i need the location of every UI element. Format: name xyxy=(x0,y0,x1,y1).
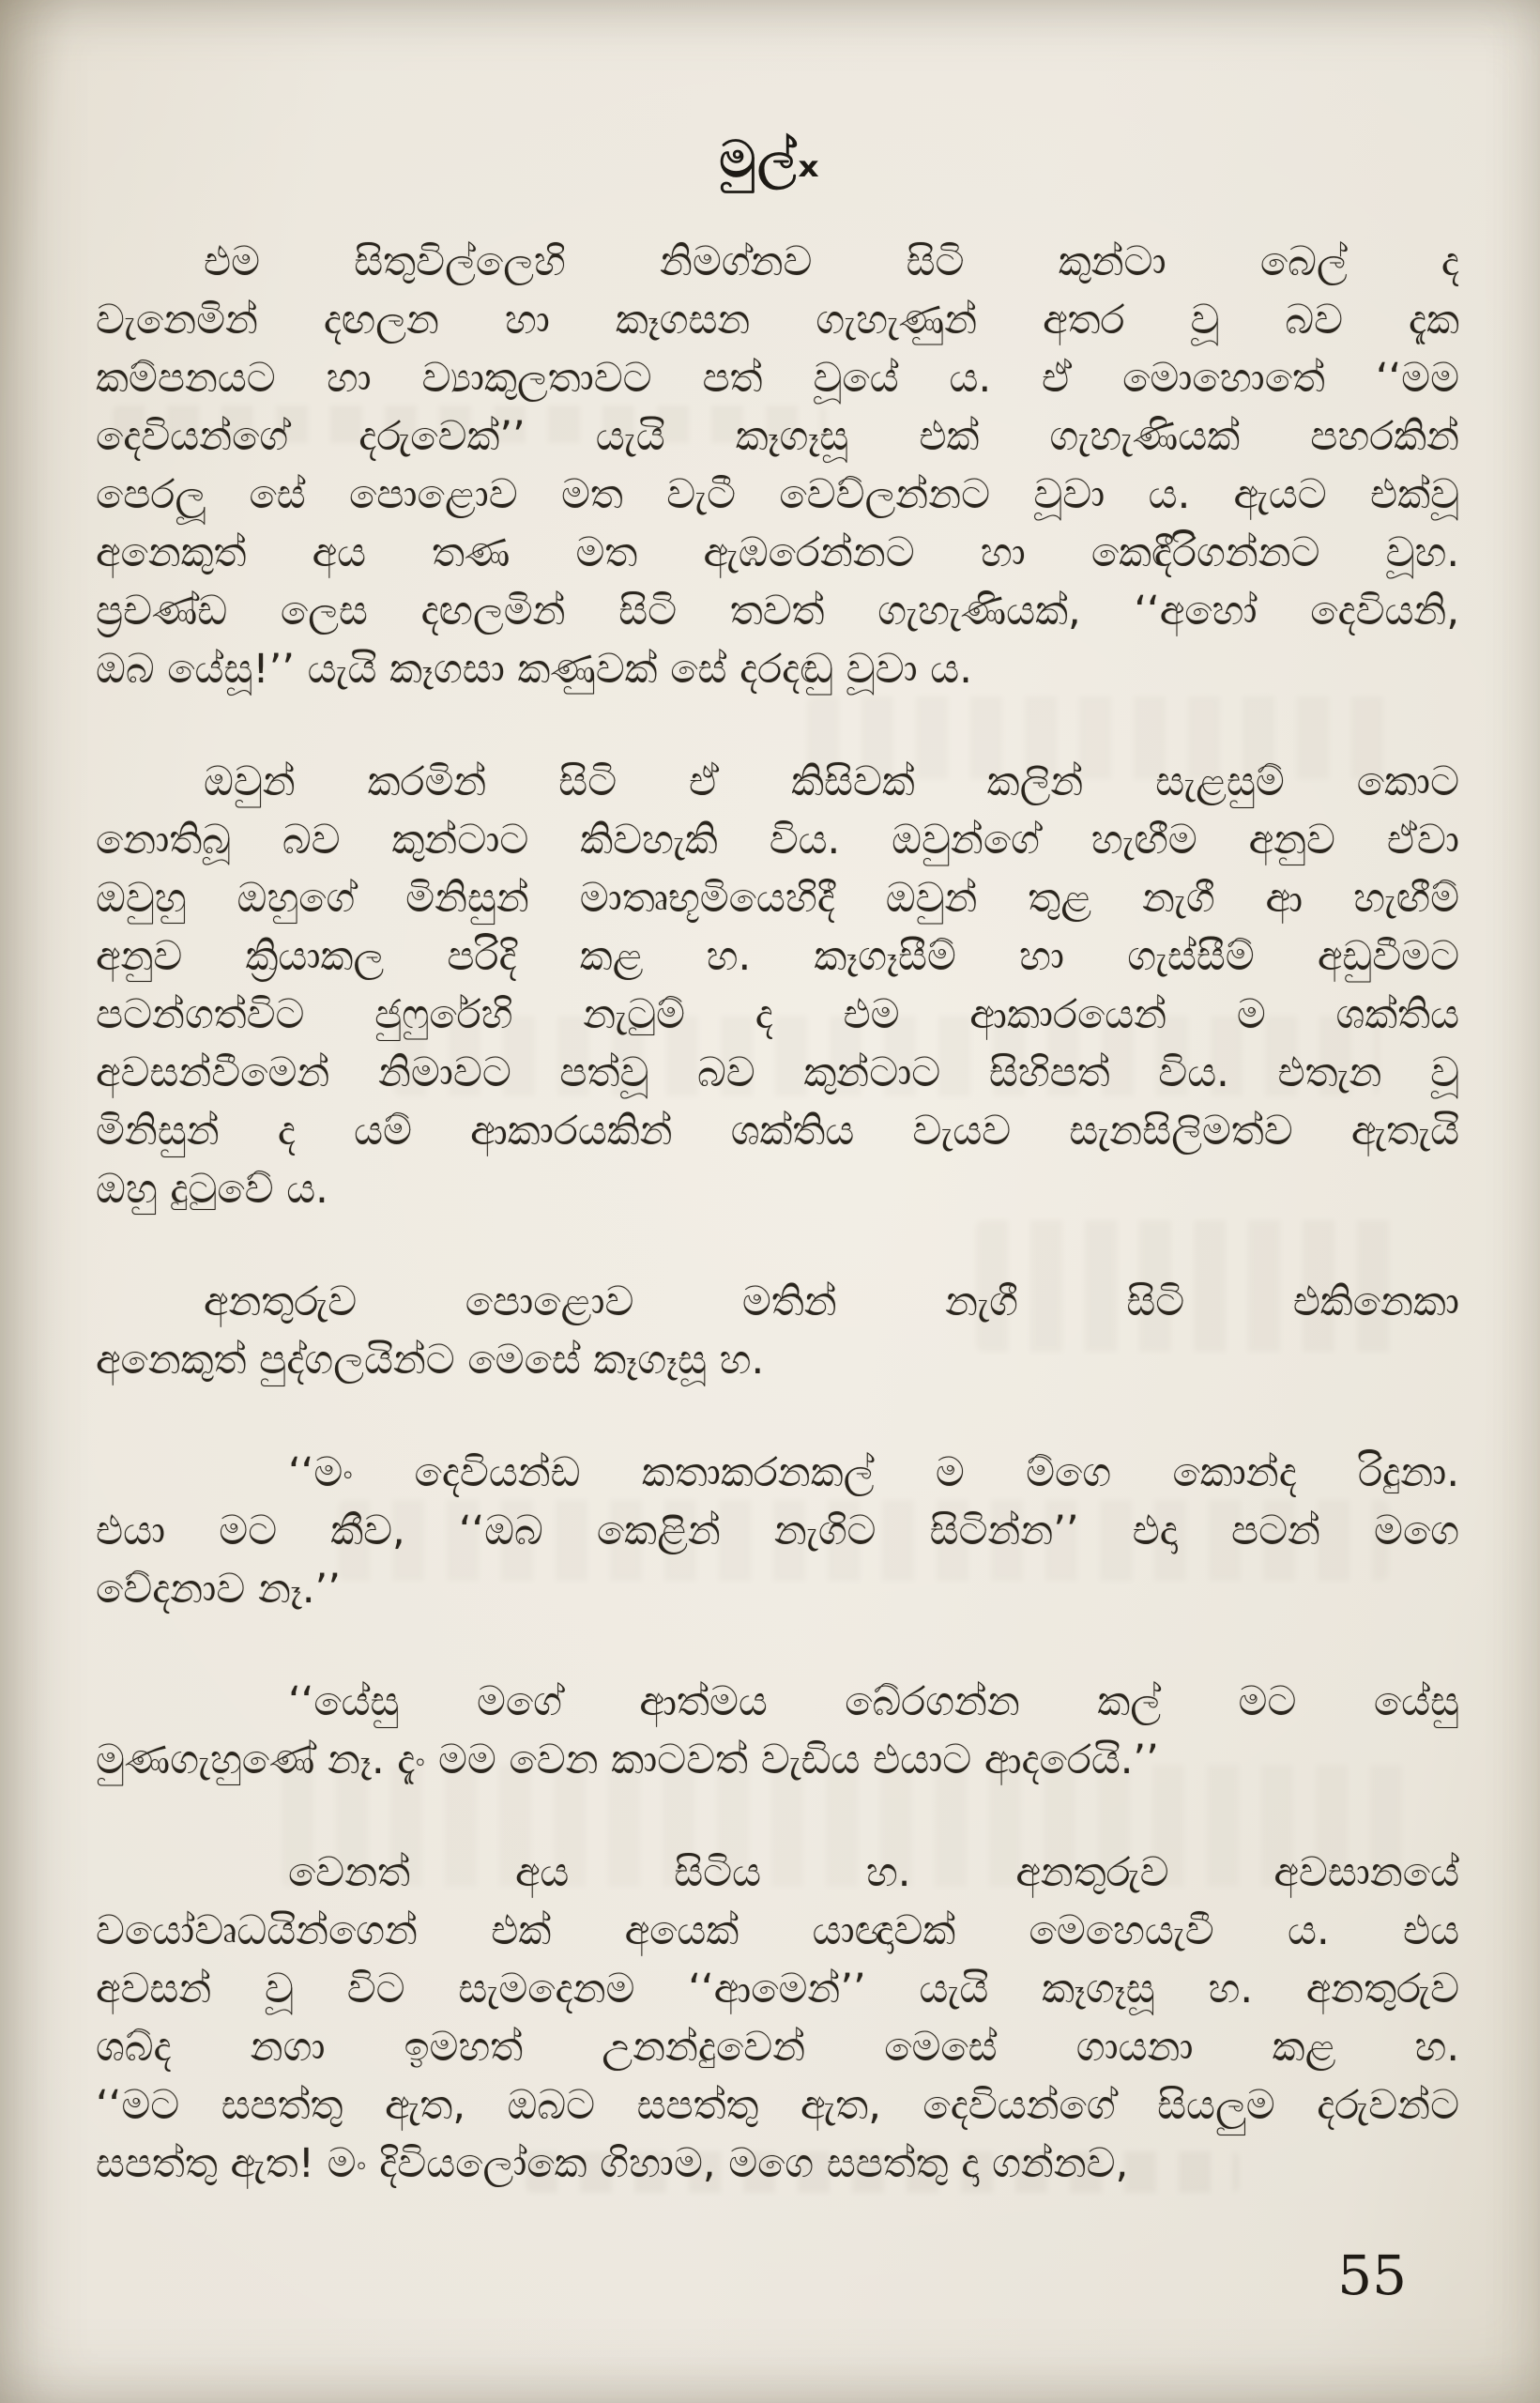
text-line: වෙනත් අය සිටිය හ. අනතුරුව අවසානයේ xyxy=(288,1849,1459,1896)
chapter-header-mark: මුල්ₓ xyxy=(719,130,821,189)
text-line: ඔබ යේසූ!’’ යැයි කෑගසා කණුවක් සේ දරදඬු වූවා ය. xyxy=(96,646,972,693)
text-line: මුණගැහුණේ නෑ. දැං මම වෙන කාටවත් වැඩිය එයාට ආදරෙයි.’’ xyxy=(96,1737,1159,1783)
text-line: නොතිබූ බව කුන්ටාට කිවහැකි විය. ඔවුන්ගේ හැඟීම අනුව ඒවා xyxy=(96,817,1459,864)
text-line: පෙරලූ සේ පොළොව මත වැටී වෙව්ලන්නට වූවා ය. ඇයට එක්වූ xyxy=(96,471,1459,518)
quote-paragraph-1 xyxy=(96,1444,1459,1618)
text-line: ශබ්ද නගා ඉමහත් උනන්දුවෙන් මෙසේ ගායනා කළ හ. xyxy=(96,2024,1459,2071)
text-line: දෙවියන්ගේ දරුවෙක්’’ යැයි කෑගෑසූ එක් ගැහැණියක් පහරකින් xyxy=(96,413,1459,460)
text-line: වැනෙමින් දඟලන හා කෑගසන ගැහැණුන් අතර වූ බව දැක xyxy=(96,297,1459,344)
page-number: 55 xyxy=(1337,2243,1407,2307)
text-line: එම සිතුවිල්ලෙහි නිමග්නව සිටි කුන්ටා බෙල් ද xyxy=(204,238,1459,285)
text-line: එයා මට කීව, ‘‘ඔබ කෙළින් නැගිට සිටින්න’’ එදා පටන් මගෙ xyxy=(96,1508,1459,1554)
text-line: ඔවුන් කරමින් සිටි ඒ කිසිවක් කලින් සැළසුම් කොට xyxy=(204,758,1459,805)
text-line: පටන්ගත්විට ජුෆුරේහි නැටුම් ද එම ආකාරයෙන් ම ශක්තිය xyxy=(96,991,1459,1038)
text-line: ප්‍රචණ්ඩ ලෙස දඟලමින් සිටි තවත් ගැහැණියක්, ‘‘අහෝ දෙවියනි, xyxy=(96,588,1459,635)
text-line: අනුව ක්‍රියාකල පරිදි කළ හ. කෑගෑසීම් හා ගැස්සීම් අඩුවීමට xyxy=(96,933,1459,980)
text-line: වයෝවෘධයින්ගෙන් එක් අයෙක් යාඥාවක් මෙහෙයැවී ය. එය xyxy=(96,1907,1459,1954)
text-line: අනෙකුත් අය තණ මත ඇඹරෙන්නට හා කෙඳීරිගන්නට වූහ. xyxy=(96,529,1459,576)
text-line: කම්පනයට හා ව්‍යාකුලතාවට පත් වූයේ ය. ඒ මොහොතේ ‘‘මම xyxy=(96,355,1459,402)
text-line: අවසන් වූ විට සැමදෙනම ‘‘ආමෙන්’’ යැයි කෑගෑසූ හ. අනතුරුව xyxy=(96,1966,1459,2013)
paragraph-4 xyxy=(96,1844,1459,2193)
text-line: අනෙකුත් පුද්ගලයින්ට මෙසේ කෑගෑසූ හ. xyxy=(96,1337,765,1384)
text-line: ඔවුහු ඔහුගේ මිනිසුන් මාතෘභූමියෙහිදී ඔවුන් තුළ නැගී ආ හැඟීම් xyxy=(96,875,1459,922)
paragraph-3 xyxy=(96,1273,1459,1389)
body-text xyxy=(96,233,1459,2247)
quote-paragraph-2 xyxy=(96,1673,1459,1789)
text-line: ඔහු දුටුවේ ය. xyxy=(96,1166,328,1213)
text-line: වේදනාව නෑ.’’ xyxy=(96,1566,341,1613)
text-line: ‘‘යේසු මගේ ආත්මය බේරගන්න කල් මට යේසු xyxy=(288,1678,1459,1725)
text-line: ‘‘මට සපත්තු ඇත, ඔබට සපත්තු ඇත, දෙවියන්ගේ සියලුම දරුවන්ට xyxy=(96,2082,1459,2129)
text-line: මිනිසුන් ද යම් ආකාරයකින් ශක්තිය වැයව සැනසිලිමත්ව ඇතැයි xyxy=(96,1108,1459,1155)
paragraph-1 xyxy=(96,233,1459,698)
text-line: අනතුරුව පොළොව මතින් නැගී සිටි එකිනෙකා xyxy=(204,1278,1459,1325)
text-line: සපත්තු ඇත! මං දිවියලෝකෙ ගිහාම, මගෙ සපත්තු දා ගන්නව, xyxy=(96,2140,1129,2187)
text-line: ‘‘මං දෙවියන්ඩ කතාකරනකල් ම ම්ගෙ කොන්ද රිදුනා. xyxy=(288,1449,1459,1496)
text-line: අවසන්වීමෙන් නිමාවට පත්වූ බව කුන්ටාට සිහිපත් විය. එතැන වූ xyxy=(96,1049,1459,1096)
paragraph-2 xyxy=(96,753,1459,1218)
